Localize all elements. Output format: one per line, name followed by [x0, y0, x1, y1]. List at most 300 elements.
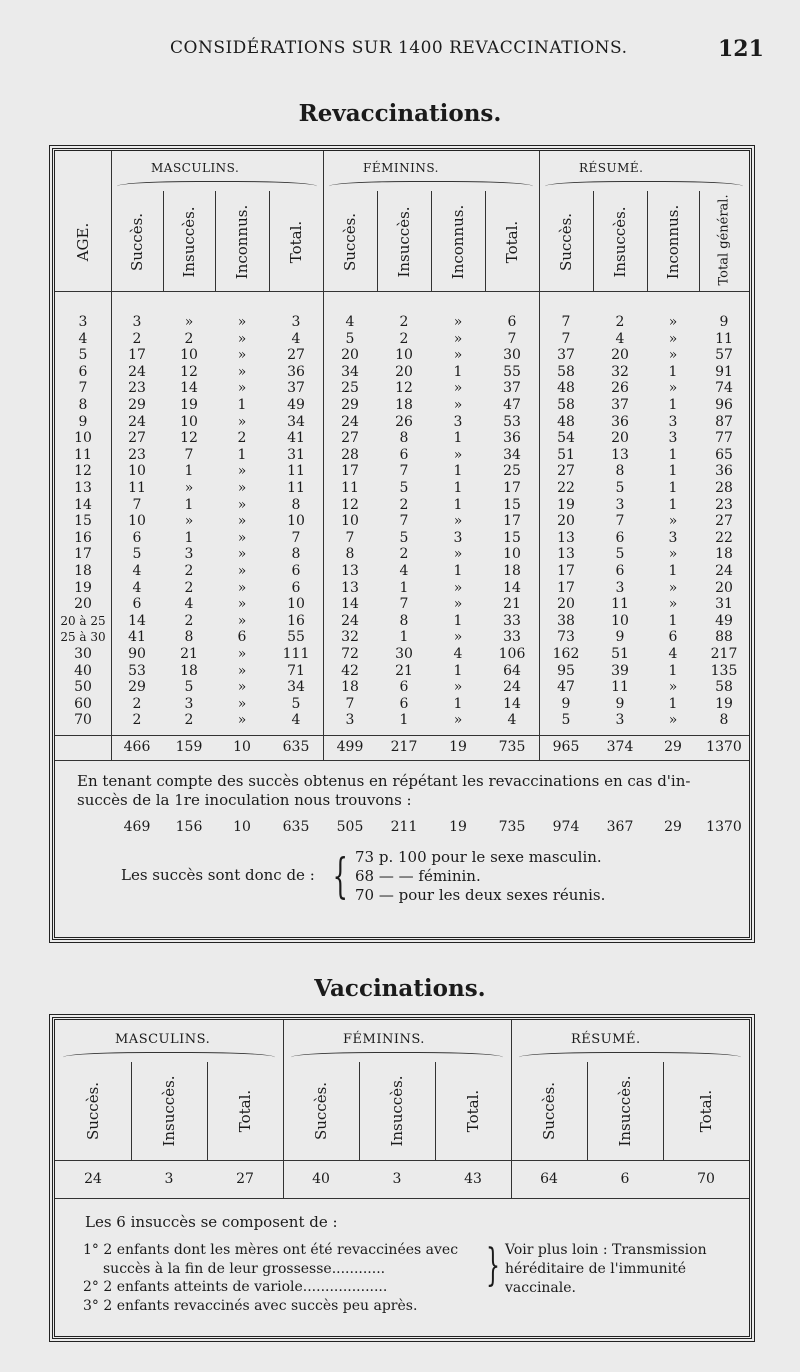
data-cell: 1 — [453, 612, 463, 629]
data-cell: 11 — [611, 679, 629, 696]
data-cell: 2 — [399, 330, 409, 347]
total-cell: 466 — [123, 739, 151, 755]
data-cell: » — [668, 596, 678, 613]
data-cell: 2 — [184, 612, 194, 629]
data-cell: » — [237, 529, 247, 546]
conclusion-line: 73 p. 100 pour le sexe masculin. — [355, 848, 602, 866]
data-cell: 11 — [128, 480, 146, 496]
data-cell: » — [237, 363, 247, 380]
column-header: Succès. — [341, 212, 359, 272]
data-cell: 17 — [557, 579, 575, 596]
data-cell: 27 — [287, 347, 305, 364]
data-cell: 12 — [180, 430, 198, 447]
data-cell: 32 — [611, 363, 629, 380]
data-cell: 3 — [132, 314, 142, 330]
data-cell: 10 — [180, 413, 198, 430]
failure-line: succès à la fin de leur grossesse............ — [103, 1261, 386, 1277]
data-cell: 6 — [620, 1171, 630, 1187]
data-cell: » — [668, 579, 678, 596]
data-cell: 14 — [503, 695, 521, 712]
group-brace — [117, 181, 317, 194]
adjusted-cell: 19 — [449, 819, 467, 835]
adjusted-cell: 29 — [664, 819, 682, 835]
data-cell: 1 — [453, 662, 463, 679]
data-cell: » — [237, 463, 247, 480]
column-divider — [485, 191, 486, 291]
data-cell: 106 — [498, 646, 526, 662]
data-cell: 90 — [128, 646, 146, 662]
data-cell: 54 — [557, 430, 575, 447]
data-cell: 8 — [345, 546, 355, 563]
data-cell: 27 — [128, 430, 146, 447]
data-cell: 49 — [715, 612, 733, 629]
data-cell: 3 — [184, 695, 194, 712]
data-cell: 10 — [287, 513, 305, 530]
data-cell: 71 — [287, 662, 305, 679]
group-label: MASCULINS. — [151, 161, 240, 175]
group-label: FÉMININS. — [343, 1032, 425, 1047]
age-cell: 10 — [74, 430, 92, 447]
data-cell: 13 — [341, 579, 359, 596]
data-cell: 6 — [291, 563, 301, 579]
data-cell: 53 — [128, 662, 146, 679]
data-cell: 8 — [399, 430, 409, 447]
column-divider — [131, 1062, 132, 1160]
data-cell: 3 — [668, 413, 678, 430]
total-cell: 1370 — [706, 739, 742, 755]
data-cell: 6 — [399, 679, 409, 696]
column-header: Succès. — [312, 1081, 330, 1141]
data-cell: 3 — [615, 712, 625, 729]
total-cell: 374 — [606, 739, 634, 755]
data-cell: » — [453, 712, 463, 729]
group-label: RÉSUMÉ. — [571, 1032, 641, 1047]
data-cell: 39 — [611, 662, 629, 679]
age-cell: 20 — [74, 596, 92, 613]
data-cell: 1 — [668, 695, 678, 712]
data-cell: 28 — [715, 480, 733, 496]
data-cell: 10 — [341, 513, 359, 530]
column-divider — [647, 191, 648, 291]
data-cell: 31 — [715, 596, 733, 613]
column-header: Succès. — [557, 212, 575, 272]
data-cell: » — [453, 546, 463, 563]
column-divider — [215, 191, 216, 291]
adjusted-cell: 367 — [606, 819, 634, 835]
failure-line: 3° 2 enfants revaccinés avec succès peu après. — [83, 1298, 418, 1314]
data-cell: 5 — [345, 330, 355, 347]
age-cell: 11 — [74, 446, 92, 463]
age-cell: 40 — [74, 662, 92, 679]
data-cell: » — [237, 612, 247, 629]
age-cell: 9 — [78, 413, 88, 430]
adjusted-cell: 156 — [175, 819, 203, 835]
data-cell: 17 — [341, 463, 359, 480]
data-cell: 18 — [341, 679, 359, 696]
side-note-line: héréditaire de l'immunité — [505, 1261, 687, 1277]
group-brace — [291, 1052, 503, 1065]
data-cell: 96 — [715, 397, 733, 413]
data-cell: » — [453, 446, 463, 463]
data-cell: 17 — [503, 480, 521, 496]
data-cell: 3 — [668, 430, 678, 447]
data-cell: 51 — [557, 446, 575, 463]
data-cell: 20 — [557, 596, 575, 613]
column-divider — [377, 191, 378, 291]
data-cell: » — [237, 679, 247, 696]
data-cell: 1 — [453, 363, 463, 380]
data-cell: 87 — [715, 413, 733, 430]
total-rule — [55, 735, 749, 736]
data-cell: 6 — [132, 596, 142, 613]
data-cell: » — [237, 662, 247, 679]
data-cell: 24 — [84, 1171, 102, 1187]
data-cell: 36 — [715, 463, 733, 480]
column-header: AGE. — [74, 222, 92, 262]
data-cell: » — [453, 579, 463, 596]
data-cell: 1 — [184, 496, 194, 513]
data-cell: 27 — [557, 463, 575, 480]
data-cell: 1 — [668, 363, 678, 380]
age-cell: 70 — [74, 712, 92, 729]
data-cell: 3 — [345, 712, 355, 729]
column-header: Total général. — [716, 194, 732, 286]
conclusion-line: 68 — — féminin. — [355, 867, 481, 885]
header-rule — [55, 291, 749, 292]
side-note-line: Voir plus loin : Transmission — [505, 1242, 707, 1258]
data-cell: 3 — [184, 546, 194, 563]
data-cell: 8 — [291, 546, 301, 563]
total-cell: 19 — [449, 739, 467, 755]
data-cell: 1 — [453, 563, 463, 579]
age-cell: 25 à 30 — [60, 630, 106, 645]
data-cell: » — [453, 513, 463, 530]
data-cell: 4 — [453, 646, 463, 662]
data-cell: 7 — [291, 529, 301, 546]
data-cell: 1 — [399, 712, 409, 729]
data-cell: » — [237, 546, 247, 563]
data-cell: 21 — [503, 596, 521, 613]
data-cell: 2 — [399, 496, 409, 513]
data-cell: 3 — [615, 496, 625, 513]
data-cell: » — [453, 330, 463, 347]
data-cell: 10 — [128, 463, 146, 480]
column-header: Succès. — [84, 1081, 102, 1141]
data-cell: 5 — [291, 695, 301, 712]
conclusion-line: 70 — pour les deux sexes réunis. — [355, 886, 606, 904]
total-cell: 635 — [282, 739, 310, 755]
data-cell: 58 — [557, 397, 575, 413]
adjusted-cell: 10 — [233, 819, 251, 835]
data-cell: 57 — [715, 347, 733, 364]
column-divider — [663, 1062, 664, 1160]
data-cell: 25 — [503, 463, 521, 480]
data-cell: 30 — [395, 646, 413, 662]
total-cell: 965 — [552, 739, 580, 755]
data-cell: » — [668, 330, 678, 347]
data-cell: » — [237, 563, 247, 579]
data-cell: 19 — [715, 695, 733, 712]
data-cell: 95 — [557, 662, 575, 679]
column-divider — [269, 191, 270, 291]
data-cell: 28 — [341, 446, 359, 463]
data-cell: 12 — [341, 496, 359, 513]
data-cell: 7 — [399, 596, 409, 613]
data-cell: 51 — [611, 646, 629, 662]
data-cell: 72 — [341, 646, 359, 662]
data-cell: 3 — [392, 1171, 402, 1187]
data-cell: 31 — [287, 446, 305, 463]
data-cell: » — [453, 596, 463, 613]
data-cell: 77 — [715, 430, 733, 447]
adjusted-cell: 974 — [552, 819, 580, 835]
data-cell: 34 — [287, 413, 305, 430]
adjusted-cell: 735 — [498, 819, 526, 835]
data-cell: 3 — [453, 413, 463, 430]
data-cell: 18 — [715, 546, 733, 563]
data-cell: 217 — [710, 646, 738, 662]
data-cell: » — [237, 596, 247, 613]
data-cell: » — [237, 712, 247, 729]
column-header: Total. — [287, 220, 305, 264]
data-cell: 11 — [611, 596, 629, 613]
age-cell: 19 — [74, 579, 92, 596]
data-cell: 7 — [399, 513, 409, 530]
data-cell: 9 — [561, 695, 571, 712]
age-cell: 30 — [74, 646, 92, 662]
data-cell: 23 — [128, 380, 146, 397]
data-cell: » — [237, 380, 247, 397]
column-divider — [699, 191, 700, 291]
data-cell: 1 — [237, 397, 247, 413]
data-cell: 14 — [180, 380, 198, 397]
column-header: Insuccès. — [616, 1075, 634, 1147]
age-cell: 14 — [74, 496, 92, 513]
data-cell: 53 — [503, 413, 521, 430]
total-cell: 29 — [664, 739, 682, 755]
column-divider — [359, 1062, 360, 1160]
data-cell: 12 — [180, 363, 198, 380]
data-cell: 1 — [668, 496, 678, 513]
data-cell: 12 — [395, 380, 413, 397]
group-label: MASCULINS. — [115, 1032, 211, 1047]
data-cell: 74 — [715, 380, 733, 397]
age-cell: 7 — [78, 380, 88, 397]
data-cell: 48 — [557, 380, 575, 397]
data-cell: 5 — [399, 529, 409, 546]
data-cell: 29 — [128, 397, 146, 413]
data-cell: 3 — [164, 1171, 174, 1187]
data-cell: 19 — [180, 397, 198, 413]
column-header: Inconnus. — [233, 204, 251, 280]
data-cell: » — [453, 679, 463, 696]
data-cell: 4 — [668, 646, 678, 662]
data-cell: 32 — [341, 629, 359, 646]
data-cell: 1 — [184, 529, 194, 546]
data-cell: 30 — [503, 347, 521, 364]
total-cell: 159 — [175, 739, 203, 755]
data-cell: 10 — [611, 612, 629, 629]
data-cell: 73 — [557, 629, 575, 646]
data-cell: 7 — [507, 330, 517, 347]
failures-intro: Les 6 insuccès se composent de : — [85, 1213, 338, 1231]
data-cell: » — [668, 314, 678, 330]
age-cell: 16 — [74, 529, 92, 546]
data-cell: 41 — [128, 629, 146, 646]
data-cell: 23 — [715, 496, 733, 513]
data-cell: 18 — [395, 397, 413, 413]
data-cell: 6 — [132, 529, 142, 546]
total-cell: 735 — [498, 739, 526, 755]
data-cell: 6 — [399, 446, 409, 463]
column-header: Total. — [697, 1089, 715, 1133]
data-cell: 1 — [668, 563, 678, 579]
data-cell: 9 — [615, 695, 625, 712]
column-header: Succès. — [540, 1081, 558, 1141]
data-cell: » — [184, 480, 194, 496]
column-divider — [163, 191, 164, 291]
conclusion-label: Les succès sont donc de : — [121, 866, 315, 884]
data-cell: 8 — [719, 712, 729, 729]
revaccinations-table — [52, 148, 752, 940]
total-rule-bottom — [55, 760, 749, 761]
data-cell: 2 — [237, 430, 247, 447]
data-cell: 14 — [341, 596, 359, 613]
data-cell: 4 — [615, 330, 625, 347]
data-cell: 1 — [453, 496, 463, 513]
group-brace — [63, 1052, 275, 1065]
adjusted-cell: 211 — [390, 819, 418, 835]
data-cell: » — [184, 513, 194, 530]
data-cell: 11 — [287, 480, 305, 496]
data-cell: » — [237, 513, 247, 530]
data-cell: 7 — [615, 513, 625, 530]
data-cell: 20 — [395, 363, 413, 380]
data-cell: 1 — [668, 463, 678, 480]
column-divider — [431, 191, 432, 291]
data-cell: » — [237, 496, 247, 513]
adjusted-cell: 1370 — [706, 819, 742, 835]
data-cell: 36 — [503, 430, 521, 447]
age-cell: 60 — [74, 695, 92, 712]
data-cell: 40 — [312, 1171, 330, 1187]
data-cell: » — [237, 314, 247, 330]
data-cell: 5 — [184, 679, 194, 696]
column-header: Insuccès. — [395, 206, 413, 278]
data-cell: 17 — [557, 563, 575, 579]
age-cell: 17 — [74, 546, 92, 563]
data-cell: 48 — [557, 413, 575, 430]
data-cell: 7 — [345, 529, 355, 546]
data-cell: 1 — [668, 480, 678, 496]
data-cell: » — [237, 413, 247, 430]
data-cell: 33 — [503, 612, 521, 629]
data-cell: 2 — [399, 314, 409, 330]
data-cell: 47 — [503, 397, 521, 413]
data-cell: » — [668, 712, 678, 729]
data-cell: 34 — [503, 446, 521, 463]
side-brace: } — [486, 1240, 500, 1291]
column-header: Insuccès. — [611, 206, 629, 278]
data-cell: 3 — [291, 314, 301, 330]
data-cell: 21 — [180, 646, 198, 662]
column-header: Insuccès. — [388, 1075, 406, 1147]
data-cell: 5 — [132, 546, 142, 563]
data-cell: 6 — [399, 695, 409, 712]
data-cell: 162 — [552, 646, 580, 662]
data-cell: 10 — [503, 546, 521, 563]
data-cell: 1 — [453, 430, 463, 447]
data-cell: 6 — [615, 529, 625, 546]
data-cell: 1 — [237, 446, 247, 463]
data-cell: » — [237, 347, 247, 364]
data-cell: 4 — [345, 314, 355, 330]
data-cell: 43 — [464, 1171, 482, 1187]
data-cell: 64 — [540, 1171, 558, 1187]
data-cell: 24 — [128, 413, 146, 430]
data-cell: 42 — [341, 662, 359, 679]
data-cell: » — [237, 330, 247, 347]
vaccinations-table — [52, 1017, 752, 1339]
data-cell: 1 — [668, 662, 678, 679]
page-number: 121 — [718, 36, 764, 62]
data-cell: 8 — [399, 612, 409, 629]
data-cell: 47 — [557, 679, 575, 696]
age-cell: 18 — [74, 563, 92, 579]
data-cell: » — [668, 380, 678, 397]
data-cell: 20 — [715, 579, 733, 596]
data-cell: 37 — [287, 380, 305, 397]
data-cell: 1 — [184, 463, 194, 480]
data-cell: 17 — [503, 513, 521, 530]
data-cell: 36 — [287, 363, 305, 380]
age-cell: 50 — [74, 679, 92, 696]
data-cell: 19 — [557, 496, 575, 513]
data-cell: 58 — [715, 679, 733, 696]
data-cell: 15 — [503, 496, 521, 513]
column-divider — [593, 191, 594, 291]
column-divider — [435, 1062, 436, 1160]
total-cell: 10 — [233, 739, 251, 755]
data-cell: 7 — [345, 695, 355, 712]
data-cell: 1 — [668, 446, 678, 463]
data-cell: 17 — [128, 347, 146, 364]
data-cell: 1 — [453, 463, 463, 480]
revaccination-note: succès de la 1re inoculation nous trouvons : — [77, 791, 412, 809]
data-cell: 4 — [291, 712, 301, 729]
data-cell: 3 — [453, 529, 463, 546]
data-cell: 6 — [668, 629, 678, 646]
data-cell: 14 — [503, 579, 521, 596]
data-cell: 8 — [184, 629, 194, 646]
age-cell: 8 — [78, 397, 88, 413]
data-cell: 5 — [615, 546, 625, 563]
data-cell: 58 — [557, 363, 575, 380]
data-cell: 13 — [611, 446, 629, 463]
revaccination-note: En tenant compte des succès obtenus en répétant les revaccinations en cas d'in- — [77, 772, 691, 790]
running-header — [0, 38, 800, 68]
data-cell: 34 — [287, 679, 305, 696]
data-cell: 13 — [557, 529, 575, 546]
data-cell: 7 — [561, 314, 571, 330]
age-cell: 5 — [78, 347, 88, 364]
data-cell: 64 — [503, 662, 521, 679]
data-cell: 13 — [557, 546, 575, 563]
data-cell: 11 — [287, 463, 305, 480]
data-cell: 20 — [557, 513, 575, 530]
data-cell: 33 — [503, 629, 521, 646]
data-cell: » — [668, 546, 678, 563]
